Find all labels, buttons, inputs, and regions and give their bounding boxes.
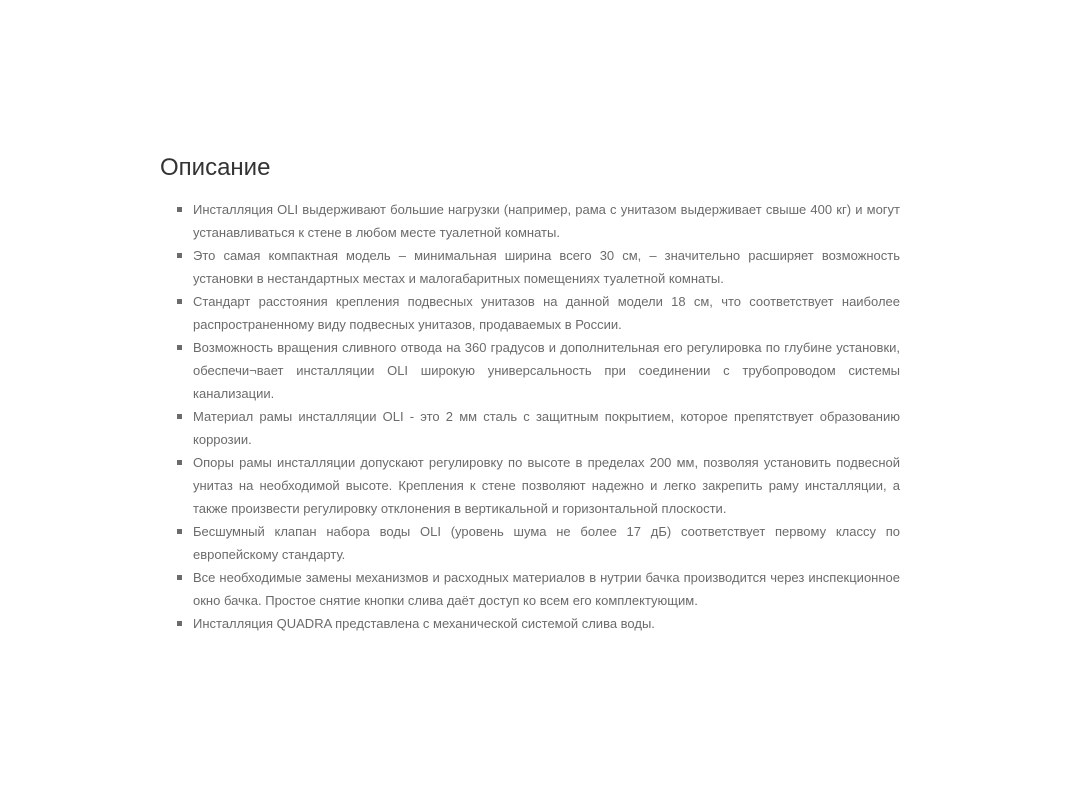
list-item-text: Материал рамы инсталляции OLI - это 2 мм сталь с защитным покрытием, которое препятствует образованию коррозии.: [193, 409, 900, 447]
list-item: [160, 566, 900, 612]
list-item: [160, 198, 900, 244]
bullet-icon: [177, 207, 182, 212]
list-item: [160, 290, 900, 336]
bullet-icon: [177, 345, 182, 350]
list-item-text: Стандарт расстояния крепления подвесных унитазов на данной модели 18 см, что соответствует наиболее распространенному виду подвесных унитазов, продаваемых в России.: [193, 294, 900, 332]
list-item-text: Опоры рамы инсталляции допускают регулировку по высоте в пределах 200 мм, позволяя установить подвесной унитаз на необходимой высоте. Крепления к стене позволяют надежно и легко закрепить раму инсталляции, а также произвести регулировку отклонения в вертикальной и горизонтальной плоскости.: [193, 455, 900, 516]
bullet-icon: [177, 253, 182, 258]
bullet-icon: [177, 299, 182, 304]
description-section: [160, 152, 900, 635]
section-title: Описание: [160, 154, 271, 181]
bullet-icon: [177, 414, 182, 419]
list-item-text: Это самая компактная модель – минимальная ширина всего 30 см, – значительно расширяет возможность установки в нестандартных местах и малогабаритных помещениях туалетной комнаты.: [193, 248, 900, 286]
feature-list: [160, 198, 900, 635]
list-item: [160, 612, 900, 635]
list-item-text: Все необходимые замены механизмов и расходных материалов в нутрии бачка производится через инспекционное окно бачка. Простое снятие кнопки слива даёт доступ ко всем его комплектующим.: [193, 570, 900, 608]
list-item-text: Инсталляция QUADRA представлена с механической системой слива воды.: [193, 616, 655, 631]
list-item-text: Возможность вращения сливного отвода на 360 градусов и дополнительная его регулировка по глубине установки, обеспечи¬вает инсталляции OLI широкую универсальность при соединении с трубопроводом системы канализации.: [193, 340, 900, 401]
bullet-icon: [177, 575, 182, 580]
bullet-icon: [177, 529, 182, 534]
bullet-icon: [177, 460, 182, 465]
list-item: [160, 405, 900, 451]
bullet-icon: [177, 621, 182, 626]
list-item: [160, 520, 900, 566]
list-item: [160, 451, 900, 520]
list-item: [160, 244, 900, 290]
list-item-text: Инсталляция OLI выдерживают большие нагрузки (например, рама с унитазом выдерживает свыше 400 кг) и могут устанавливаться к стене в любом месте туалетной комнаты.: [193, 202, 900, 240]
list-item: [160, 336, 900, 405]
list-item-text: Бесшумный клапан набора воды OLI (уровень шума не более 17 дБ) соответствует первому классу по европейскому стандарту.: [193, 524, 900, 562]
